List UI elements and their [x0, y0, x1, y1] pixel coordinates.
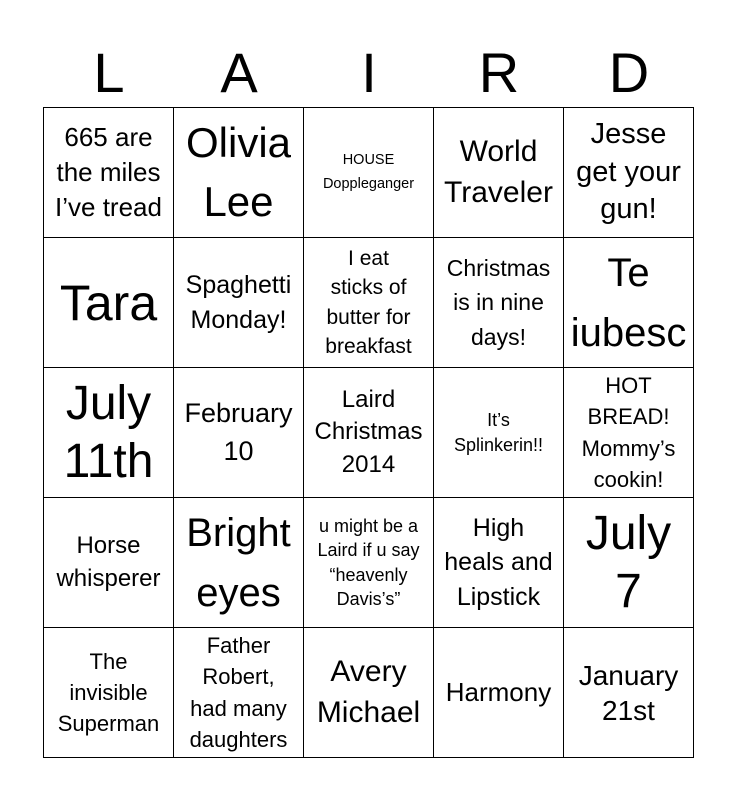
cell-text: 665 are the miles I’ve tread — [55, 121, 162, 223]
cell-text: Jesse get your gun! — [576, 117, 681, 226]
bingo-cell[interactable] — [174, 498, 304, 628]
cell-text: Bright eyes — [186, 510, 291, 615]
bingo-cell[interactable] — [564, 368, 694, 498]
cell-text: HOUSE Doppleganger — [322, 152, 415, 192]
cell-text: July 11th — [63, 376, 154, 488]
cell-text: Christmas is in nine days! — [446, 254, 551, 350]
cell-text: Father Robert, had many daughters — [189, 633, 288, 752]
cell-text: It’s Splinkerin!! — [453, 410, 544, 455]
bingo-cell[interactable] — [174, 238, 304, 368]
cell-text: July 7 — [585, 506, 672, 618]
cell-text: u might be a Laird if u say “heavenly Davis’s” — [317, 515, 420, 609]
cell-text: HOT BREAD! Mommy’s cookin! — [581, 373, 676, 492]
cell-text: Laird Christmas 2014 — [314, 385, 423, 478]
bingo-cell[interactable] — [564, 498, 694, 628]
header-letter-d: D — [608, 41, 650, 104]
bingo-cell[interactable] — [44, 628, 174, 758]
bingo-cell[interactable] — [44, 368, 174, 498]
cell-text: Harmony — [445, 676, 552, 707]
cell-text: Tara — [59, 274, 158, 331]
bingo-grid — [43, 107, 694, 758]
bingo-header — [44, 40, 694, 106]
cell-text: World Traveler — [444, 135, 553, 209]
bingo-cell[interactable] — [564, 238, 694, 368]
cell-text: January 21st — [578, 659, 679, 726]
bingo-cell[interactable] — [434, 238, 564, 368]
bingo-cell[interactable] — [174, 108, 304, 238]
header-letter-r: R — [478, 41, 520, 104]
bingo-cell[interactable] — [44, 498, 174, 628]
cell-text: The invisible Superman — [57, 648, 160, 737]
bingo-cell[interactable] — [304, 498, 434, 628]
bingo-cell[interactable] — [304, 238, 434, 368]
header-letter-a: A — [220, 41, 258, 104]
bingo-cell[interactable] — [564, 628, 694, 758]
cell-text: I eat sticks of butter for breakfast — [325, 246, 412, 358]
bingo-cell[interactable] — [304, 368, 434, 498]
cell-text: High heals and Lipstick — [444, 513, 553, 611]
bingo-cell[interactable] — [434, 498, 564, 628]
bingo-cell[interactable] — [44, 108, 174, 238]
bingo-cell[interactable] — [174, 628, 304, 758]
bingo-cell[interactable] — [434, 368, 564, 498]
cell-text: February 10 — [184, 398, 293, 466]
cell-text: Horse whisperer — [56, 532, 161, 592]
bingo-cell[interactable] — [174, 368, 304, 498]
header-letter-i: I — [361, 41, 377, 104]
bingo-cell[interactable] — [44, 238, 174, 368]
bingo-cell[interactable] — [434, 628, 564, 758]
cell-text: Avery Michael — [316, 655, 421, 729]
header-letter-l: L — [93, 41, 125, 104]
bingo-cell[interactable] — [434, 108, 564, 238]
cell-text: Olivia Lee — [185, 118, 292, 225]
bingo-cell[interactable] — [304, 108, 434, 238]
bingo-cell[interactable] — [304, 628, 434, 758]
cell-text: Spaghetti Monday! — [185, 271, 292, 334]
bingo-cell[interactable] — [564, 108, 694, 238]
cell-text: Te iubesc — [570, 250, 687, 355]
